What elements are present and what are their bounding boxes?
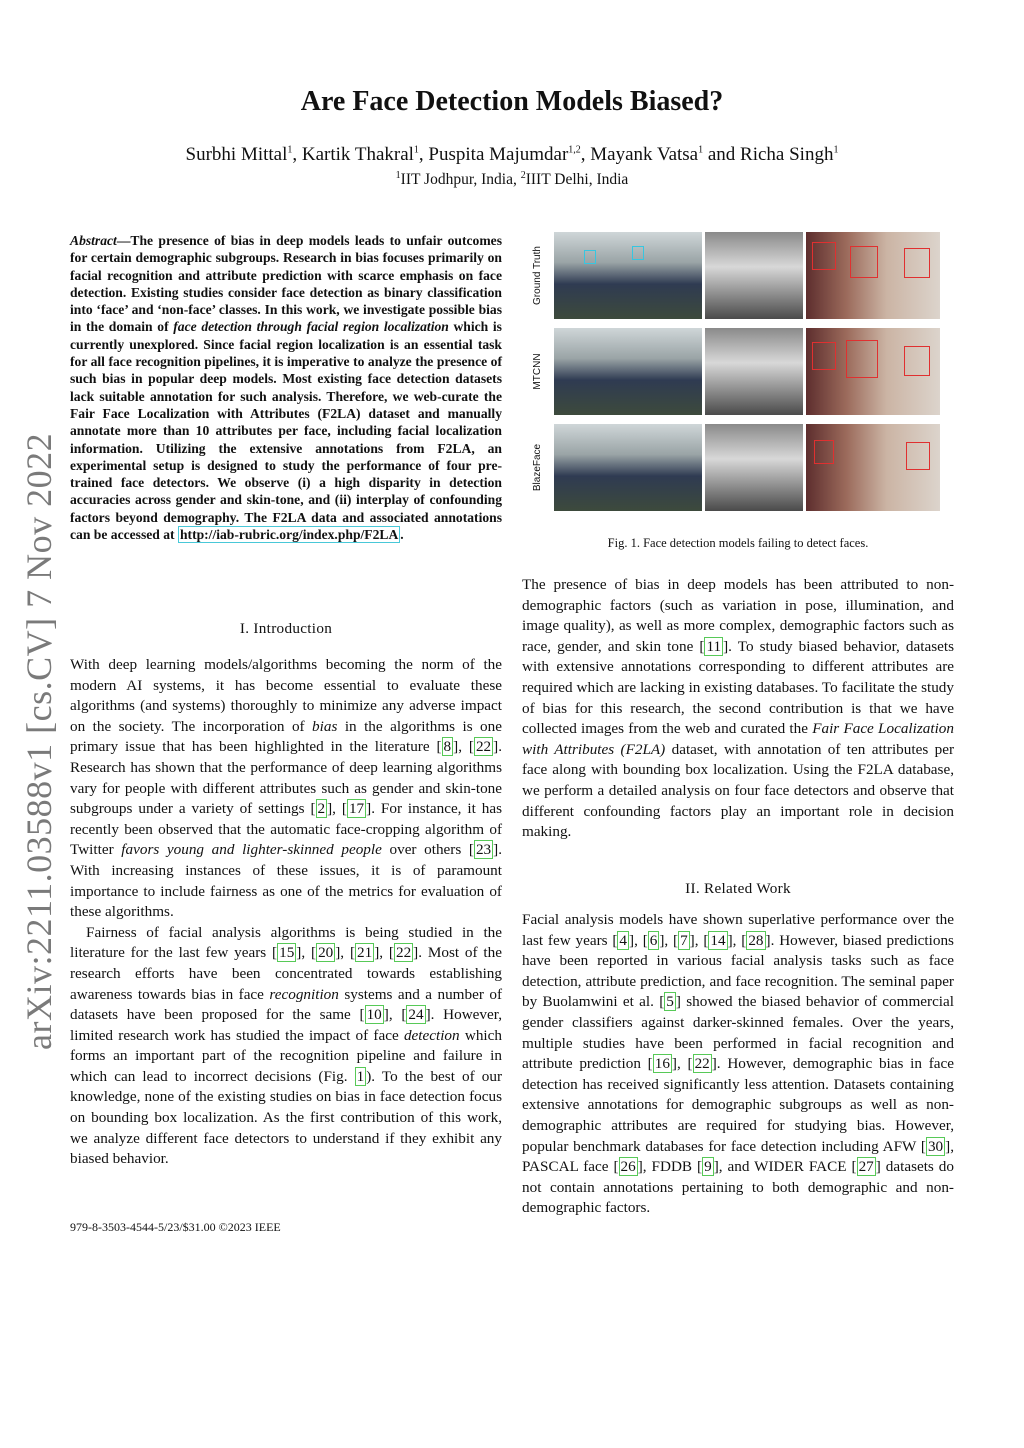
photo-grayscale-women — [705, 328, 803, 415]
dataset-link[interactable]: http://iab-rubric.org/index.php/F2LA — [179, 527, 399, 543]
citation-link[interactable]: 15 — [279, 944, 295, 962]
body-text: Facial analysis models have shown superlative performance over the last few years [ — [522, 911, 954, 949]
citation-link[interactable]: 23 — [475, 841, 492, 859]
photo-men-closeup — [806, 328, 940, 415]
body-text: The presence of bias in deep models has been attributed to non-demographic factors (such as variation in pose, illumination, and image quality), as well as more complex, demographic factors such as race, gender, and skin tone [ — [522, 576, 954, 655]
intro-text: ]. Research has shown that the performance of deep learning algorithms vary for people with different attributes such as gender and skin-tone subgroups under a variety of settings [ — [70, 738, 502, 818]
bounding-box — [812, 342, 836, 370]
body-text: ], [ — [629, 931, 648, 949]
citation-link[interactable]: 26 — [620, 1158, 636, 1176]
citation-link[interactable]: 10 — [366, 1006, 382, 1024]
photo-men-closeup — [806, 232, 940, 319]
affiliation: IIT Jodhpur, India, — [400, 171, 521, 188]
row-label: BlazeFace — [532, 443, 543, 492]
figure-row-ground-truth — [532, 232, 940, 319]
intro-emphasis: bias — [312, 717, 338, 735]
citation-link[interactable]: 22 — [694, 1055, 710, 1073]
citation-link[interactable]: 16 — [654, 1055, 670, 1073]
bounding-box — [584, 250, 596, 264]
intro-text: Fairness of facial analysis algorithms is being studied in the literature for the last few years [ — [70, 923, 502, 962]
bounding-box — [632, 246, 644, 260]
citation-link[interactable]: 28 — [748, 931, 764, 949]
figure-row-mtcnn — [532, 328, 940, 415]
intro-text: ], [ — [327, 800, 347, 818]
body-text: ], [ — [727, 931, 747, 949]
intro-text: in the algorithms is one primary issue that has been highlighted in the literature [ — [70, 717, 502, 756]
intro-emphasis: favors young and lighter-skinned people — [121, 841, 382, 859]
citation-link[interactable]: 2 — [317, 800, 326, 818]
figure-link[interactable]: 1 — [356, 1067, 365, 1085]
intro-text: ]. With increasing instances of these issues, it is of paramount importance to include fairness as one of the metrics for evaluation of these algorithms. — [70, 841, 502, 921]
related-work-body — [522, 910, 954, 1219]
copyright-notice: 979-8-3503-4544-5/23/$31.00 ©2023 IEEE — [70, 1220, 281, 1234]
citation-link[interactable]: 5 — [666, 993, 674, 1011]
figure-1 — [532, 232, 940, 517]
photo-grayscale-women — [705, 232, 803, 319]
intro-body — [70, 655, 502, 1170]
citation-link[interactable]: 22 — [395, 944, 412, 962]
body-text: ]. To study biased behavior, datasets with extensive annotations corresponding to different attributes are required which are lacking in existing databases. To facilitate the study of bias for this research, the second contribution is that we have collected images from the web and curated the — [522, 637, 954, 738]
bounding-box — [814, 440, 834, 464]
author-name: Surbhi Mittal — [185, 144, 288, 165]
abstract — [70, 232, 502, 543]
author-name: Puspita Majumdar — [428, 144, 569, 165]
body-emphasis: Fair Face Localization with Attributes (F2LA) — [522, 720, 954, 758]
photo-grayscale-women — [705, 424, 803, 511]
citation-link[interactable]: 17 — [348, 800, 365, 818]
body-text: ] datasets do not contain annotations pertaining to both demographic and non-demographic factors. — [522, 1158, 954, 1217]
author-list: Surbhi Mittal$^1$, Kartik Thakral$^1$, Puspita Majumdar$^{1,2}$, Mayank Vatsa$^1$ and Richa Singh$^1$ — [185, 144, 839, 165]
intro-text: ]. For instance, it has recently been observed that the automatic face-cropping algorithm of Twitter — [70, 800, 502, 859]
author-name: Kartik Thakral — [301, 144, 414, 165]
citation-link[interactable]: 9 — [704, 1158, 712, 1176]
citation-link[interactable]: 14 — [710, 931, 726, 949]
author-affil-mark: 1 — [698, 144, 704, 156]
author-name: Mayank Vatsa — [590, 144, 699, 165]
author-affil-mark: 1 — [833, 144, 839, 156]
abstract-text: —The presence of bias in deep models leads to unfair outcomes for certain demographic subgroups. Research in bias focuses primarily on facial recognition and attribute prediction with scarce emphasis on face detection. Existing studies consider face detection as binary classification into ‘face’ and ‘non-face’ classes. In this work, we investigate possible bias in the domain of — [70, 233, 502, 335]
intro-text: With deep learning models/algorithms becoming the norm of the modern AI systems, it has become essential to evaluate these algorithms (and systems) thoroughly to minimize any adverse impact on the society. The incorporation of — [70, 656, 502, 735]
photo-military-group — [554, 424, 702, 511]
intro-text: ]. Most of the research efforts have been concentrated towards establishing awareness towards bias in face — [70, 944, 502, 1003]
intro-text: ], [ — [374, 944, 394, 962]
citation-link[interactable]: 20 — [318, 944, 334, 962]
citation-link[interactable]: 6 — [649, 931, 658, 949]
affiliation: IIIT Delhi, India — [525, 171, 629, 188]
body-text: ], [ — [659, 931, 679, 949]
citation-link[interactable]: 4 — [619, 931, 628, 949]
intro-text: ], [ — [296, 944, 317, 962]
intro-text: over others [ — [381, 841, 474, 859]
abstract-text: which is currently unexplored. Since facial region localization is an essential task for all face recognition pipelines, it is imperative to analyze the presence of such bias in popular deep models. Most existing face detection datasets lack suitable annotation for such analysis. Therefore, we web-curate the Fair Face Localization with Attributes (F2LA) dataset and manually annotate more than 10 attributes per face, including facial localization information. Utilizing the extensive annotations from F2LA, an experimental setup is designed to study the performance of four pre-trained face detectors. We observe (i) a high disparity in detection accuracies across gender and skin-tone, and (ii) interplay of confounding factors beyond demography. The F2LA data and associated annotations can be accessed at — [70, 319, 502, 543]
intro-text: ], [ — [383, 1006, 407, 1024]
bounding-box — [906, 442, 930, 470]
right-body — [522, 575, 954, 843]
citation-link[interactable]: 7 — [680, 931, 688, 949]
citation-link[interactable]: 24 — [408, 1006, 424, 1024]
row-label: Ground Truth — [532, 246, 543, 305]
intro-text: ], [ — [453, 738, 474, 756]
intro-emphasis: recognition — [269, 985, 339, 1003]
bounding-box — [850, 246, 878, 278]
citation-link[interactable]: 30 — [927, 1137, 944, 1155]
author-name: Richa Singh — [740, 144, 834, 165]
row-label: MTCNN — [532, 353, 543, 390]
author-affil-mark: 1 — [287, 144, 293, 156]
paper-title: Are Face Detection Models Biased? — [300, 86, 724, 117]
body-text: ], [ — [671, 1055, 693, 1073]
body-text: ]. However, biased predictions have been reported in various facial analysis tasks such as face detection, attribute prediction, and face recognition. The seminal paper by Buolamwini et al. [ — [522, 931, 954, 1011]
intro-text: systems and a number of datasets have been proposed for the same [ — [70, 985, 503, 1024]
intro-text: ). To the best of our knowledge, none of the existing studies on bias in face detection focus on bounding box localization. As the first contribution of this work, we analyze different face detectors to understand if they exhibit any biased behavior. — [70, 1067, 503, 1168]
intro-text: ]. However, limited research work has studied the impact of face — [70, 1006, 502, 1044]
intro-text: ], [ — [335, 944, 356, 962]
abstract-emphasis: face detection through facial region localization — [173, 319, 449, 335]
bounding-box — [904, 248, 930, 278]
body-text: dataset, with annotation of ten attributes per face along with bounding box localization. Using the F2LA database, we perform a detailed analysis on four face detectors and observe that different confounding factors play an important role in decision making. — [522, 740, 955, 841]
figure-row-blazeface — [532, 424, 940, 511]
body-text: ], FDDB [ — [637, 1158, 703, 1176]
author-affil-mark: 1 — [413, 144, 419, 156]
citation-link[interactable]: 27 — [858, 1158, 874, 1176]
citation-link[interactable]: 22 — [475, 738, 492, 756]
bounding-box — [846, 340, 878, 378]
abstract-end: . — [400, 527, 404, 543]
body-text: ]. However, demographic bias in face detection has received significantly less attention. Datasets containing extensive annotations for demographic subgroups as well as non-demographic attributes are required for studying bias. However, popular benchmark databases for face detection including AFW [ — [522, 1055, 954, 1155]
citation-link[interactable]: 11 — [706, 637, 722, 655]
body-text: ], [ — [689, 931, 709, 949]
photo-men-closeup — [806, 424, 940, 511]
abstract-label: Abstract — [70, 233, 117, 248]
author-affil-mark: 1,2 — [568, 144, 581, 156]
photo-military-group — [554, 232, 702, 319]
intro-text: which forms an important part of the recognition pipeline and failure in which can lead to incorrect decisions (Fig. — [70, 1026, 502, 1085]
bounding-box — [812, 242, 836, 270]
citation-link[interactable]: 21 — [357, 944, 373, 962]
citation-link[interactable]: 8 — [443, 738, 452, 756]
affil-mark: 2 — [520, 169, 526, 181]
section-heading-related-work: II. Related Work — [685, 880, 791, 897]
body-text: ] showed the biased behavior of commercial gender classifiers against darker-skinned females. Over the years, multiple studies have been performed in facial recognition and attribute prediction [ — [522, 993, 954, 1073]
figure-caption: Fig. 1. Face detection models failing to detect faces. — [607, 536, 869, 550]
photo-military-group — [554, 328, 702, 415]
affil-mark: 1 — [395, 169, 401, 181]
intro-emphasis: detection — [403, 1026, 460, 1044]
affiliations — [0, 171, 1024, 189]
arxiv-stamp: arXiv:2211.03588v1 [cs.CV] 7 Nov 2022 — [19, 432, 59, 1050]
body-text: ], and WIDER FACE [ — [713, 1158, 857, 1176]
section-heading-introduction: I. Introduction — [239, 620, 333, 637]
bounding-box — [904, 346, 930, 376]
body-text: ], PASCAL face [ — [522, 1137, 954, 1176]
